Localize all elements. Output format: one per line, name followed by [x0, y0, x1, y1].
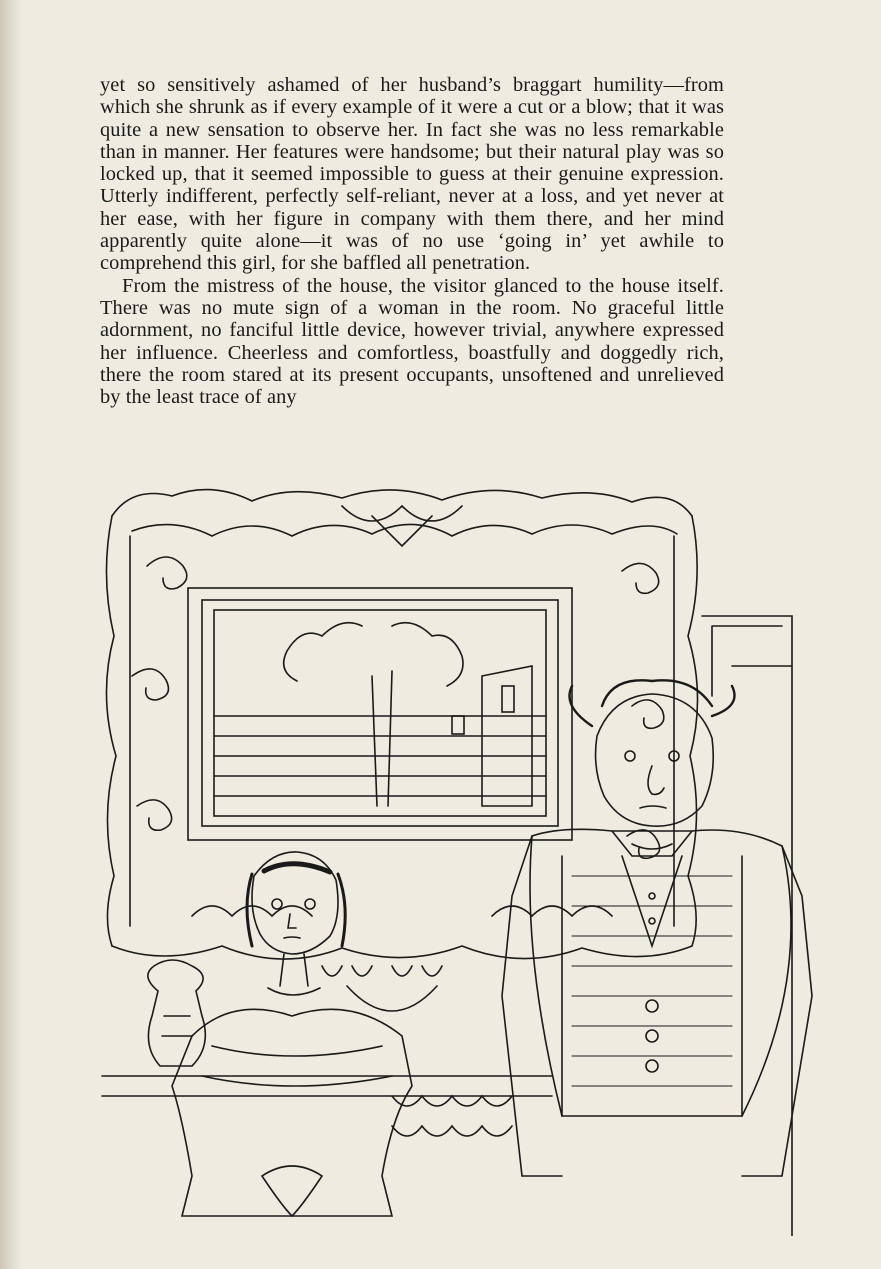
standing-man	[502, 680, 812, 1176]
door-frame	[702, 616, 792, 1236]
page-gutter-shadow	[0, 0, 22, 1269]
vase	[148, 960, 205, 1066]
candelabra	[322, 966, 442, 1011]
landscape-painting	[188, 588, 572, 840]
paragraph: yet so sensitively ashamed of her husband’s braggart humility—from which she shrunk as if every example of it were a cut or a blow; that it was quite a new sensation to observe her. In fact she was no less remarkable than in manner. Her features were handsome; but their natural play was so locked up, that it seemed impossible to guess at their genuine expression. Utterly indifferent, perfectly self-reliant, never at a loss, and yet never at her ease, with her figure in company with them there, and her mind apparently quite alone—it was of no use ‘going in’ yet awhile to comprehend this girl, for she baffled all penetration.	[100, 74, 724, 275]
ornate-picture-frame	[106, 490, 697, 959]
body-text	[100, 74, 724, 408]
paragraph: From the mistress of the house, the visitor glanced to the house itself. There was no mute sign of a woman in the room. No graceful little adornment, no fanciful little device, however trivial, anywhere expressed her influence. Cheerless and comfortless, boastfully and doggedly rich, there the room stared at its present occupants, unsoftened and unrelieved by the least trace of any	[100, 274, 724, 409]
ink-illustration	[92, 476, 842, 1236]
